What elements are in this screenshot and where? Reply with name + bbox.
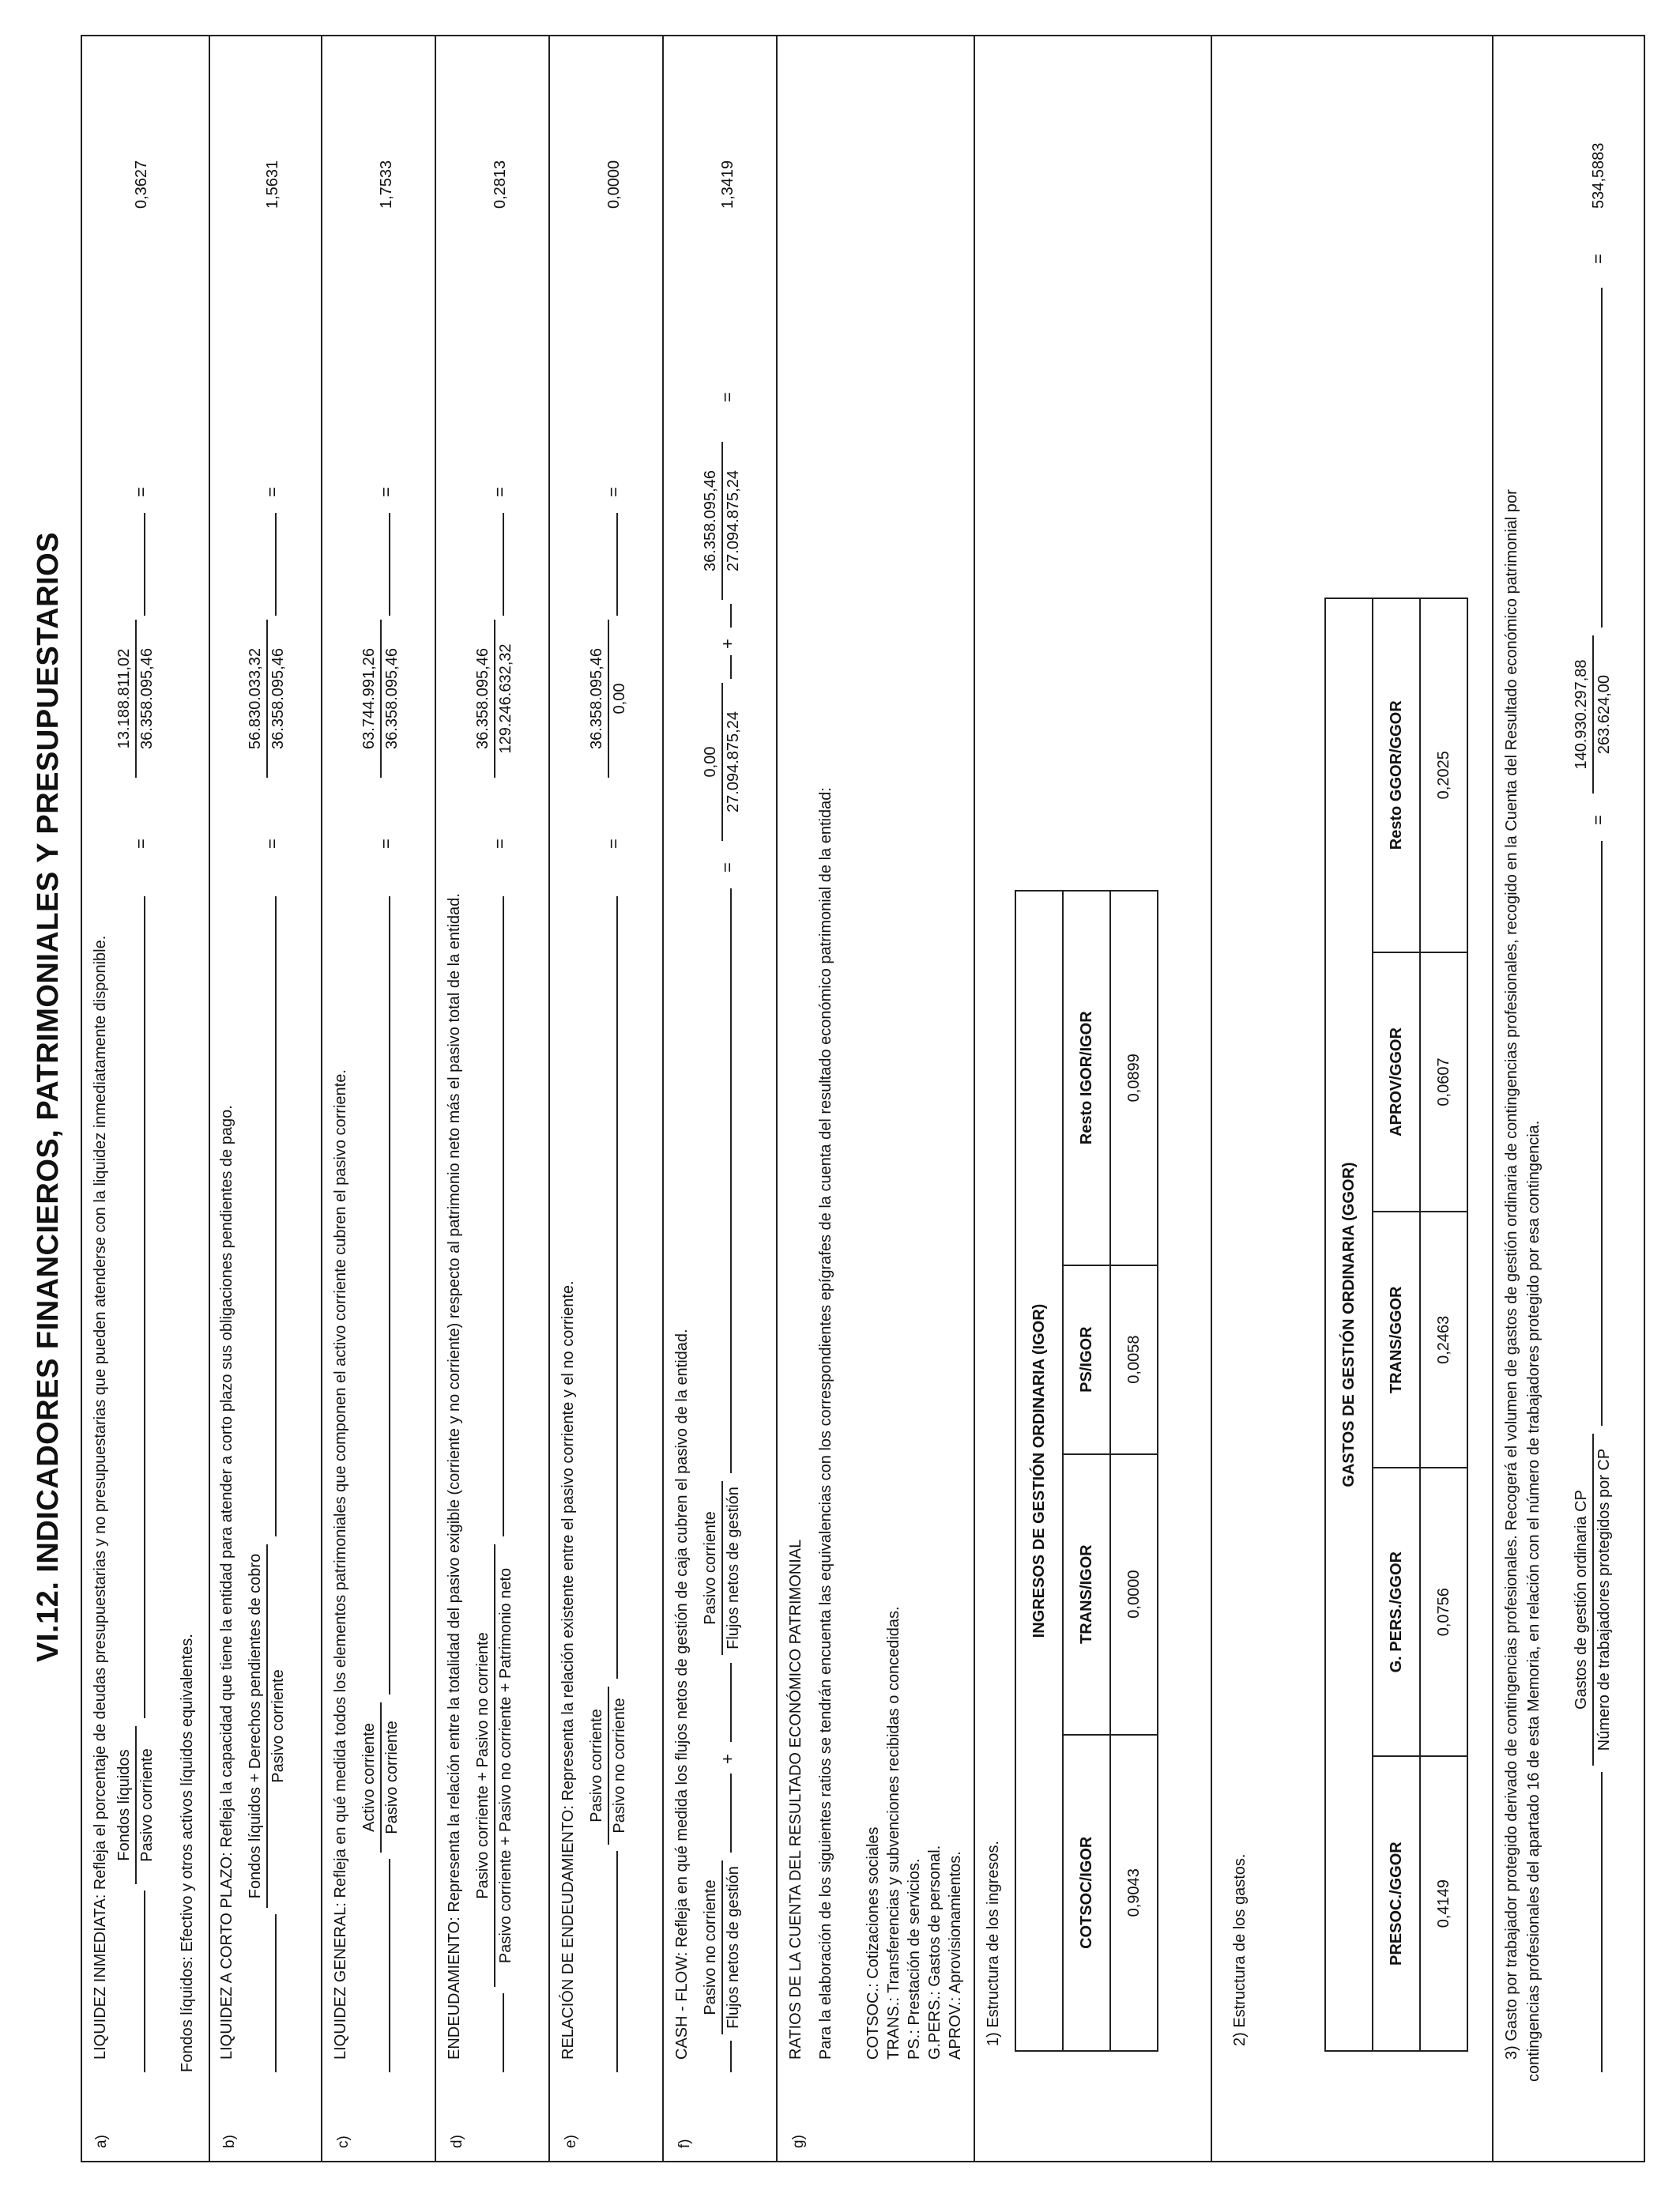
section-c-num-value: 63.744.991,26 [360,648,378,749]
section-b-den-label: Pasivo corriente [266,1544,288,1908]
legend-item-aprov: APROV.: Aprovisionamientos. [947,1851,964,2060]
divider-d-e [548,36,550,2161]
section-e-values [588,620,629,778]
section-e-den-label: Pasivo no corriente [608,1687,629,1845]
cp-text-line-1: 3) Gasto por trabajador protegido derivado de contingencias profesionales. Recogerá el volumen de gastos de gestión ordinaria de contingencias profesionales, recogido en la Cuenta del Resultado económico patrimonial por [1503,489,1520,2060]
divider-g-legend [974,36,975,2161]
section-c-num-label: Activo corriente [360,1723,378,1832]
section-d-eq-1: = [490,839,510,849]
section-f-num2-value: 36.358.095,46 [702,470,719,571]
gastos-header: G. PERS./GGOR [1373,1468,1420,1756]
section-f-formula-1 [702,1860,743,2034]
cp-num-value: 140.930.297,88 [1573,659,1590,770]
ingresos-value: 0,9043 [1110,1735,1158,2051]
section-b-eq-2: = [262,487,282,497]
cp-text-line-2: contingencias profesionales del apartado 16 de esta Memoria, en relación con el número de trabajadores protegido por esa contingencia. [1525,1120,1543,2082]
gastos-header: APROV/GGOR [1373,952,1420,1212]
section-e-formula [588,1687,629,1845]
section-g-label: g) [790,2135,807,2148]
section-e-label: e) [563,2135,579,2148]
section-a-left-line [144,1891,145,2072]
section-d-den-label: Pasivo corriente + Pasivo no corriente + Patrimonio neto [494,1544,515,1987]
ingresos-caption: INGRESOS DE GESTIÓN ORDINARIA (IGOR) [1015,891,1063,2051]
section-f-eq-1: = [718,862,737,873]
section-c-den-label: Pasivo corriente [380,1702,401,1853]
section-a-eq-1: = [131,839,151,849]
section-c-result: 1,7533 [378,160,395,209]
section-b-result: 1,5631 [264,160,281,209]
gastos-value: 0,0607 [1420,952,1467,1212]
cp-formula [1573,1434,1614,1766]
section-d-formula [474,1544,515,1987]
section-f-plus-1: + [718,1754,737,1764]
section-b-num-value: 56.830.033,32 [247,648,264,749]
ingresos-value: 0,0000 [1110,1454,1158,1735]
section-g-heading: RATIOS DE LA CUENTA DEL RESULTADO ECONÓMICO PATRIMONIAL [787,1539,804,2060]
section-c-label: c) [335,2136,352,2148]
section-f-plus-line-4 [730,604,732,628]
section-b-num-label: Fondos líquidos + Derechos pendientes de cobro [247,1553,264,1899]
section-e-num-label: Pasivo corriente [588,1709,605,1823]
section-f-mid-line [730,888,732,1473]
cp-den-value: 263.624,00 [1592,635,1614,794]
section-b-heading: LIQUIDEZ A CORTO PLAZO: Refleja la capacidad que tiene la entidad para atender a corto plazo sus obligaciones pendientes de pago. [218,1105,235,2060]
section-f-num1-label: Pasivo no corriente [702,1879,719,2015]
section-b-right-line [275,513,277,616]
section-e-num-value: 36.358.095,46 [588,648,605,749]
gastos-value: 0,0756 [1420,1468,1467,1756]
ingresos-subtitle: 1) Estructura de los ingresos. [985,1840,1002,2046]
cp-right-line [1601,288,1603,628]
section-d-eq-2: = [490,487,510,497]
ingresos-header: COTSOC/IGOR [1063,1735,1110,2051]
legend-item-cotsoc: COTSOC.: Cotizaciones sociales [864,1826,882,2060]
divider-gastos-cp [1492,36,1494,2161]
cp-num-label: Gastos de gestión ordinaria CP [1573,1490,1590,1710]
section-f-plus-line-1 [730,1774,732,1853]
cp-mid-line [1601,841,1603,1426]
section-d-num-value: 36.358.095,46 [474,648,492,749]
section-f-plus-2: + [718,639,737,649]
section-f-eq-2: = [718,392,737,402]
legend-item-gpers: G.PERS.: Gastos de personal. [926,1845,944,2060]
divider-e-f [662,36,664,2161]
indicators-frame [81,35,1645,2162]
ingresos-header: Resto IGOR/IGOR [1063,891,1110,1265]
section-e-eq-2: = [604,487,623,497]
section-c-formula [360,1702,401,1853]
section-b-eq-1: = [262,839,282,849]
section-d-values [474,620,515,778]
ingresos-header: TRANS/IGOR [1063,1454,1110,1735]
ingresos-value: 0,0058 [1110,1265,1158,1454]
section-d-right-line [503,513,504,616]
section-a-mid-line [144,896,145,1718]
section-b-values [247,620,288,778]
section-a-heading: LIQUIDEZ INMEDIATA: Refleja el porcentaje de deudas presupuestarias y no presupuestarias que pueden atenderse con la liquidez inmediatamente disponible. [92,935,109,2060]
section-a-formula [115,1726,156,1884]
section-a-num-value: 13.188.811,02 [115,648,133,749]
section-a-right-line [144,513,145,616]
section-a-result: 0,3627 [133,160,150,209]
gastos-value: 0,2025 [1420,598,1467,952]
legend-item-trans: TRANS.: Transferencias y subvenciones recibidas o concedidas. [885,1606,902,2060]
section-c-eq-1: = [376,839,396,849]
section-e-right-line [616,513,618,616]
section-e-result: 0,0000 [605,160,623,209]
gastos-header: TRANS/GGOR [1373,1212,1420,1468]
section-e-den-value: 0,00 [608,620,629,778]
section-f-heading: CASH - FLOW: Refleja en qué medida los flujos netos de gestión de caja cubren el pasivo de la entidad. [673,1329,691,2060]
legend-item-ps: PS.: Prestación de servicios. [906,1858,923,2060]
section-f-result: 1,3419 [719,160,736,209]
gastos-caption: GASTOS DE GESTIÓN ORDINARIA (GGOR) [1325,598,1373,2051]
cp-left-line [1601,1772,1603,2072]
section-c-den-value: 36.358.095,46 [380,620,401,778]
divider-c-d [435,36,436,2161]
section-f-values-2 [702,442,743,600]
cp-result: 534,5883 [1590,142,1607,209]
section-c-eq-2: = [376,487,396,497]
section-d-num-label: Pasivo corriente + Pasivo no corriente [474,1632,492,1899]
section-f-left-line [730,2041,732,2072]
section-b-left-line [275,1914,277,2072]
section-d-den-value: 129.246.632,32 [494,620,515,778]
section-b-label: b) [221,2135,238,2148]
divider-b-c [321,36,322,2161]
section-c-heading: LIQUIDEZ GENERAL: Refleja en qué medida todos los elementos patrimoniales que componen el activo corriente cubren el pasivo corriente. [332,1069,349,2060]
section-e-heading: RELACIÓN DE ENDEUDAMIENTO: Representa la relación existente entre el pasivo corriente y el no corriente. [559,1280,577,2060]
section-d-label: d) [449,2135,465,2148]
section-f-values-1 [702,683,743,841]
section-c-values [360,620,401,778]
section-d-mid-line [503,896,504,1536]
section-f-plus-line-3 [730,655,732,679]
section-d-heading: ENDEUDAMIENTO: Representa la relación entre la totalidad del pasivo exigible (corriente y no corriente) respecto al patrimonio neto más el pasivo total de la entidad. [446,893,463,2060]
section-f-num1-value: 0,00 [702,746,719,778]
section-f-den2-value: 27.094.875,24 [721,442,743,600]
gastos-table [1324,598,1468,2052]
cp-eq-2: = [1588,254,1608,264]
section-a-values [115,620,156,778]
section-a-num-label: Fondos líquidos [115,1749,133,1861]
section-f-formula-2 [702,1481,743,1655]
divider-a-b [209,36,210,2161]
cp-values [1573,635,1614,794]
divider-ingresos-gastos [1211,36,1212,2161]
section-a-den-value: 36.358.095,46 [135,620,156,778]
section-b-den-value: 36.358.095,46 [266,620,288,778]
section-e-eq-1: = [604,839,623,849]
section-b-formula [247,1544,288,1908]
gastos-value: 0,2463 [1420,1212,1467,1468]
gastos-value: 0,4149 [1420,1756,1467,2051]
gastos-header: Resto GGOR/GGOR [1373,598,1420,952]
section-f-den1-label: Flujos netos de gestión [721,1860,743,2034]
section-a-eq-2: = [131,487,151,497]
page-title: VI.12. INDICADORES FINANCIEROS, PATRIMONIALES Y PRESUPUESTARIOS [32,532,65,1662]
section-g-intro: Para la elaboración de los siguientes ratios se tendrán encuenta las equivalencias con los correspondientes epígrafes de la cuenta del resultado económico patrimonial de la entidad: [817,787,834,2060]
section-e-left-line [616,1851,618,2072]
section-c-left-line [389,1859,390,2072]
section-a-note: Fondos líquidos: Efectivo y otros activos líquidos equivalentes. [179,1634,196,2072]
section-a-den-label: Pasivo corriente [135,1726,156,1884]
section-f-label: f) [676,2139,693,2148]
section-f-plus-line-2 [730,1663,732,1742]
section-d-left-line [503,1993,504,2072]
section-e-mid-line [616,896,618,1679]
section-c-mid-line [389,896,390,1695]
section-d-result: 0,2813 [492,160,509,209]
ingresos-header: PS/IGOR [1063,1265,1110,1454]
cp-den-label: Número de trabajadores protegidos por CP [1592,1434,1614,1766]
section-f-num2-label: Pasivo corriente [702,1511,719,1625]
gastos-header: PRESOC./GGOR [1373,1756,1420,2051]
ingresos-value: 0,0899 [1110,891,1158,1265]
section-a-label: a) [93,2135,110,2148]
ingresos-table [1015,890,1158,2052]
section-c-right-line [389,513,390,616]
cp-eq-1: = [1588,815,1608,825]
section-f-den2-label: Flujos netos de gestión [721,1481,743,1655]
divider-f-g [776,36,778,2161]
section-b-mid-line [275,896,277,1536]
gastos-subtitle: 2) Estructura de los gastos. [1231,1853,1249,2046]
section-f-den1-value: 27.094.875,24 [721,683,743,841]
